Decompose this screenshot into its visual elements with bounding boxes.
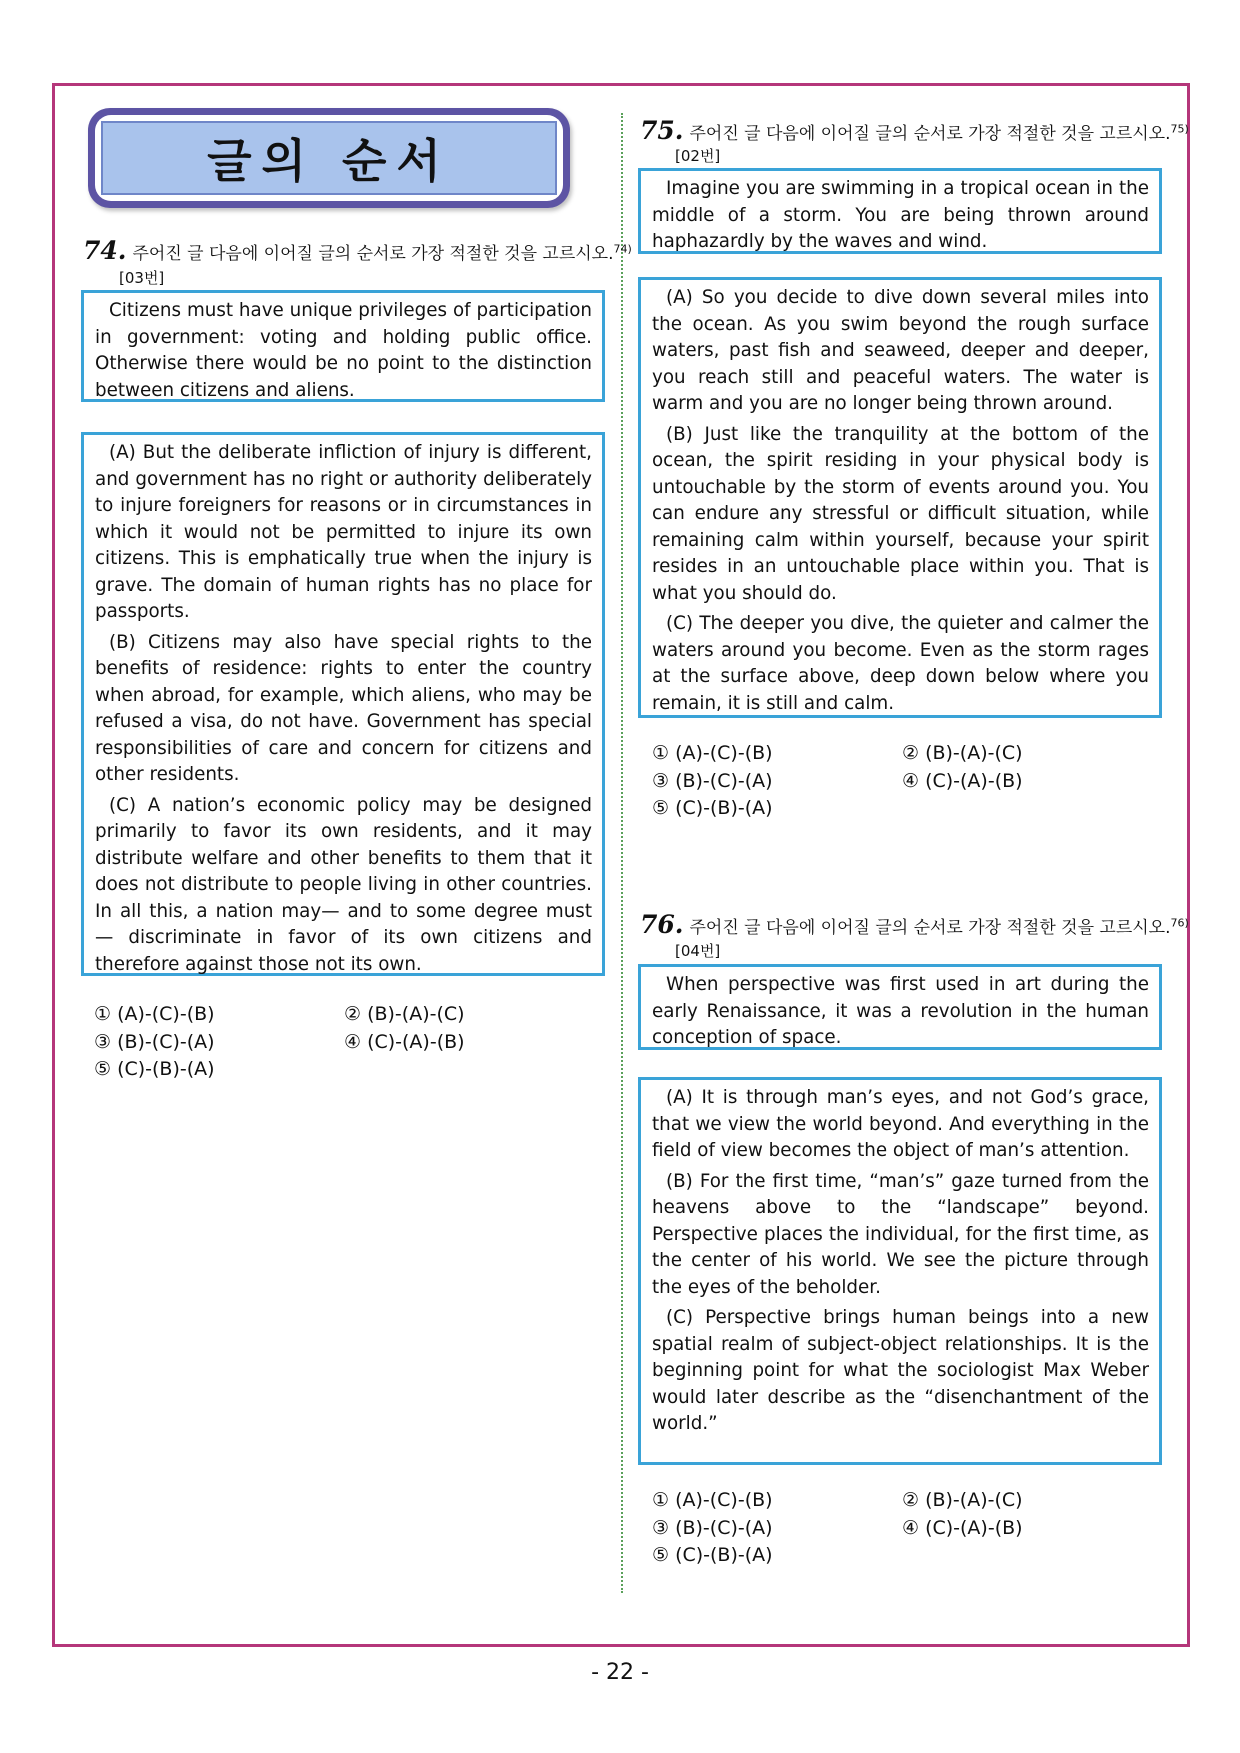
choice-2[interactable]: ② (B)-(A)-(C) <box>902 742 1023 764</box>
choice-2[interactable]: ② (B)-(A)-(C) <box>902 1489 1023 1511</box>
choice-1[interactable]: ① (A)-(C)-(B) <box>94 1003 215 1025</box>
given-text: Imagine you are swimming in a tropical ocean in the middle of a storm. You are being thrown around haphazardly by the waves and wind. <box>652 178 1149 252</box>
question-74-source: [03번] <box>119 269 165 287</box>
section-title: 글의 순서 <box>207 134 451 188</box>
choice-5[interactable]: ⑤ (C)-(B)-(A) <box>652 797 773 819</box>
choice-4[interactable]: ④ (C)-(A)-(B) <box>344 1030 465 1053</box>
footnote-ref: 76) <box>1170 916 1189 930</box>
question-74-choices <box>94 1001 594 1084</box>
paragraph-c: (C) A nation’s economic policy may be designed primarily to favor its own residents, and it may distribute welfare and other benefits to them that it does not distribute to people living in other countries. In all this, a nation may— and to some degree must — discriminate in favor of its own citizens and therefore against those not its own. <box>95 794 592 975</box>
paragraph-a: (A) So you decide to dive down several miles into the ocean. As you swim beyond the rough surface waters, past fish and seaweed, deeper and deeper, you reach still and peaceful waters. The water is warm and you are no longer being thrown around. <box>652 287 1149 414</box>
question-76-header <box>640 910 1189 939</box>
paragraph-b: (B) For the first time, “man’s” gaze turned from the heavens above to the “landscape” beyond. Perspective places the individual, for the first time, as the center of his world. We see the picture through the eyes of the beholder. <box>652 1170 1149 1298</box>
column-divider <box>621 113 623 1593</box>
given-text: Citizens must have unique privileges of participation in government: voting and holding public office. Otherwise there would be no point to the distinction between citizens and aliens. <box>95 300 592 401</box>
question-prompt: 주어진 글 다음에 이어질 글의 순서로 가장 적절한 것을 고르시오. <box>689 124 1171 144</box>
question-prompt: 주어진 글 다음에 이어질 글의 순서로 가장 적절한 것을 고르시오. <box>689 918 1171 938</box>
question-number: 74. <box>83 236 127 265</box>
choice-5[interactable]: ⑤ (C)-(B)-(A) <box>652 1544 773 1566</box>
question-75-source: [02번] <box>675 147 721 165</box>
page-number: - 22 - <box>591 1660 649 1685</box>
choice-4[interactable]: ④ (C)-(A)-(B) <box>902 1516 1023 1539</box>
paragraph-b: (B) Citizens may also have special rights to the benefits of residence: rights to enter the country when abroad, for example, which aliens, who may be refused a visa, do not have. Government has special responsibilities of care and concern for citizens and other residents. <box>95 631 592 785</box>
question-75-header <box>640 116 1189 145</box>
question-75-given-box <box>638 168 1162 254</box>
paragraph-c: (C) Perspective brings human beings into a new spatial realm of subject-object relationships. It is the beginning point for what the sociologist Max Weber would later describe as the “disenchantment of the world.” <box>652 1307 1149 1434</box>
question-74-header <box>83 236 632 265</box>
question-75-choices <box>652 740 1152 823</box>
section-title-banner <box>88 108 570 208</box>
question-74-passage-box <box>81 432 605 976</box>
footnote-ref: 75) <box>1170 122 1189 136</box>
question-76-passage-box <box>638 1077 1162 1465</box>
question-76-choices <box>652 1487 1152 1570</box>
choice-4[interactable]: ④ (C)-(A)-(B) <box>902 769 1023 792</box>
given-text: When perspective was first used in art during the early Renaissance, it was a revolution in the human conception of space. <box>652 974 1149 1048</box>
paragraph-a: (A) It is through man’s eyes, and not God’s grace, that we view the world beyond. And everything in the field of view becomes the object of man’s attention. <box>652 1087 1149 1161</box>
question-number: 75. <box>640 116 684 145</box>
choice-3[interactable]: ③ (B)-(C)-(A) <box>94 1030 215 1053</box>
choice-1[interactable]: ① (A)-(C)-(B) <box>652 742 773 764</box>
question-number: 76. <box>640 910 684 939</box>
footnote-ref: 74) <box>613 242 632 256</box>
choice-3[interactable]: ③ (B)-(C)-(A) <box>652 1516 773 1539</box>
paragraph-b: (B) Just like the tranquility at the bottom of the ocean, the spirit residing in your physical body is untouchable by the storm of events around you. You can endure any stressful or difficult situation, while remaining calm within yourself, because your spirit resides in an untouchable place within you. That is what you should do. <box>652 423 1149 604</box>
question-76-given-box <box>638 964 1162 1050</box>
question-74-given-box <box>81 290 605 402</box>
paragraph-c: (C) The deeper you dive, the quieter and calmer the waters around you become. Even as the storm rages at the surface above, deep down below where you remain, it is still and calm. <box>652 613 1149 714</box>
question-76-source: [04번] <box>675 942 721 960</box>
question-prompt: 주어진 글 다음에 이어질 글의 순서로 가장 적절한 것을 고르시오. <box>132 244 614 264</box>
choice-1[interactable]: ① (A)-(C)-(B) <box>652 1489 773 1511</box>
paragraph-a: (A) But the deliberate infliction of injury is different, and government has no right or authority deliberately to injure foreigners for reasons or in circumstances in which it would not be permitted to injure its own citizens. This is emphatically true when the injury is grave. The domain of human rights has no place for passports. <box>95 442 592 622</box>
choice-3[interactable]: ③ (B)-(C)-(A) <box>652 769 773 792</box>
question-75-passage-box <box>638 277 1162 718</box>
choice-5[interactable]: ⑤ (C)-(B)-(A) <box>94 1058 215 1080</box>
choice-2[interactable]: ② (B)-(A)-(C) <box>344 1003 465 1025</box>
